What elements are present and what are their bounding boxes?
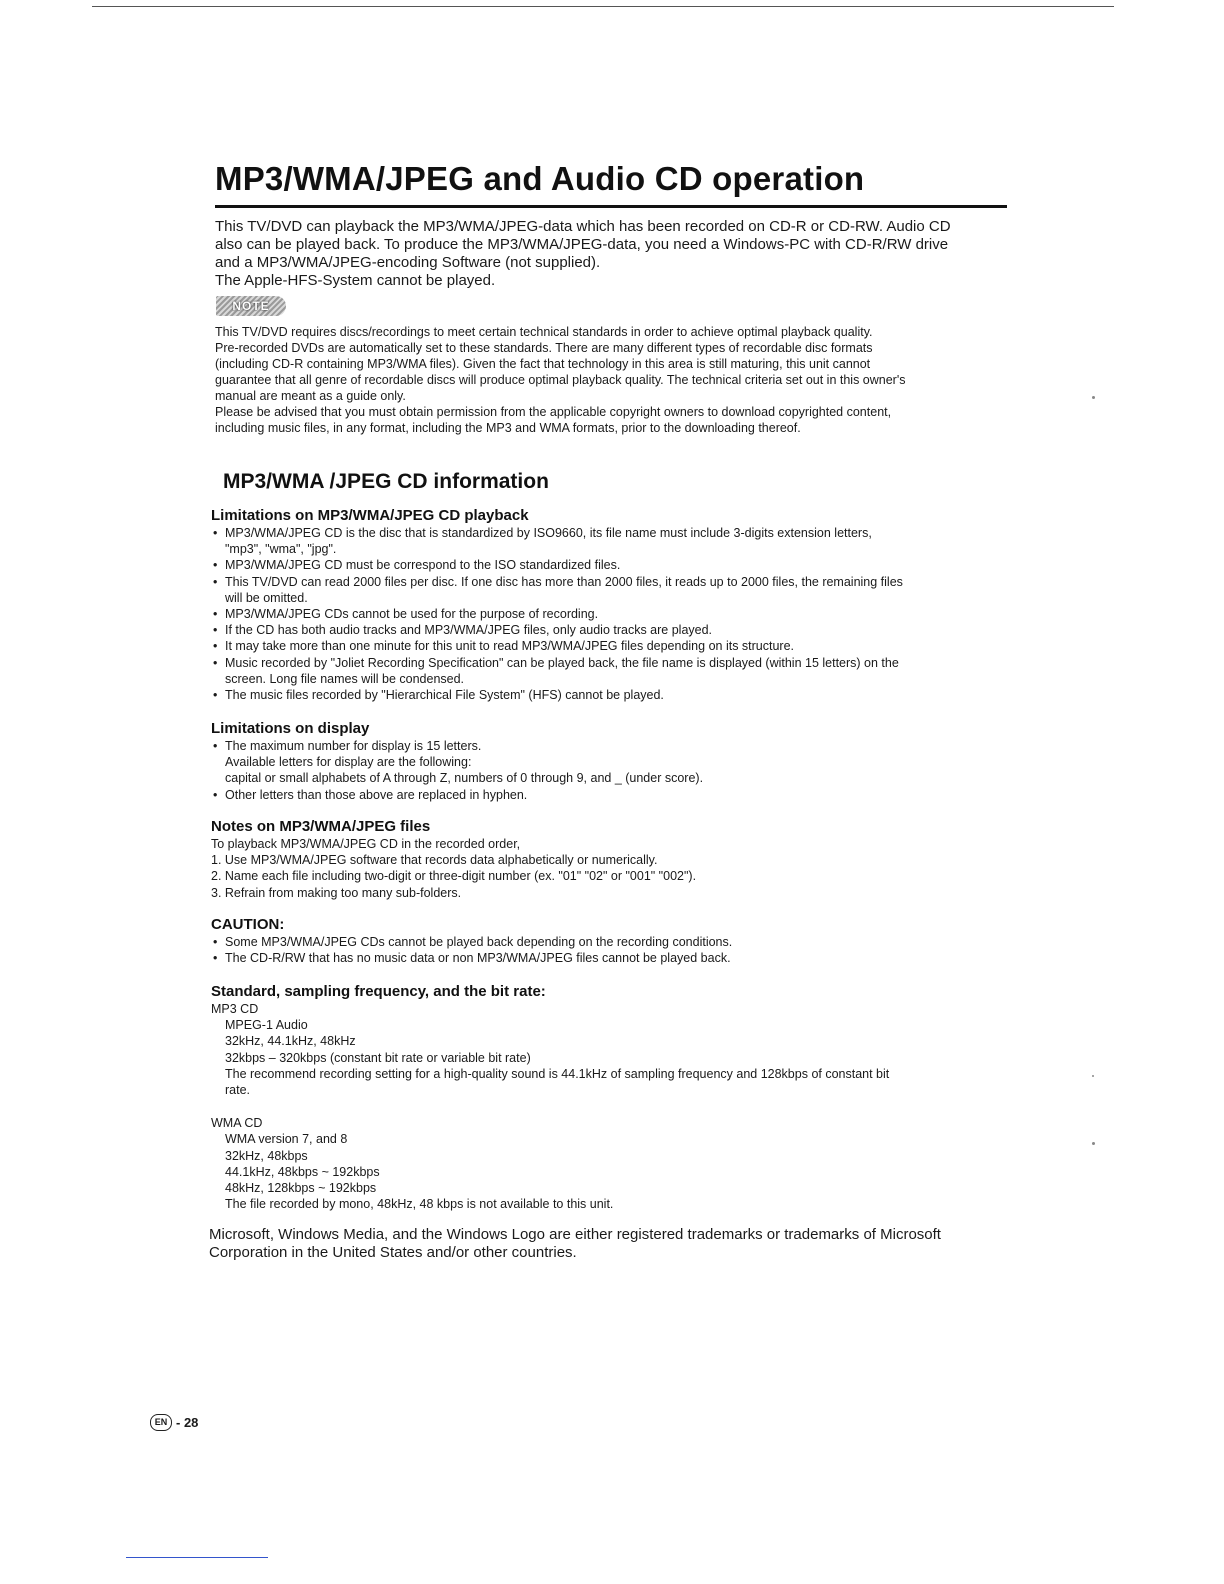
standard-heading: Standard, sampling frequency, and the bit rate: <box>211 983 546 1000</box>
list-item <box>211 738 1021 787</box>
list-item-text: capital or small alphabets of A through Z, numbers of 0 through 9, and _ (under score). <box>225 771 704 786</box>
scan-top-edge <box>92 6 1114 7</box>
mp3-line: rate. <box>225 1083 251 1098</box>
list-item <box>211 525 1021 557</box>
scan-speck <box>1092 396 1095 399</box>
list-item-text: • This TV/DVD can read 2000 files per disc. If one disc has more than 2000 files, it reads up to 2000 files, the remaining files <box>225 574 903 589</box>
limitations-playback-section <box>211 507 1021 703</box>
list-item-text: • MP3/WMA/JPEG CDs cannot be used for the purpose of recording. <box>225 607 599 622</box>
intro-paragraph <box>215 218 1015 290</box>
list-item-text: • The music files recorded by "Hierarchical File System" (HFS) cannot be played. <box>225 688 664 703</box>
intro-line: The Apple-HFS-System cannot be played. <box>215 272 496 289</box>
list-item-text: "mp3", "wma", "jpg". <box>225 542 337 557</box>
mp3-line: 32kbps – 320kbps (constant bit rate or variable bit rate) <box>225 1050 531 1065</box>
title-rule <box>215 205 1007 208</box>
list-item <box>211 655 1021 687</box>
list-item-text: • MP3/WMA/JPEG CD must be correspond to the ISO standardized files. <box>225 558 621 573</box>
mp3-line: The recommend recording setting for a high-quality sound is 44.1kHz of sampling frequency and 128kbps of constant bit <box>225 1066 890 1081</box>
language-badge-icon: EN <box>150 1414 172 1431</box>
notes-files-line: 1. Use MP3/WMA/JPEG software that records data alphabetically or numerically. <box>211 853 658 868</box>
limitations-display-heading: Limitations on display <box>211 720 370 737</box>
caution-list <box>211 934 1021 966</box>
list-item <box>211 787 1021 803</box>
wma-line: 32kHz, 48kbps <box>225 1148 308 1163</box>
note-line: including music files, in any format, including the MP3 and WMA formats, prior to the downloading thereof. <box>215 421 801 435</box>
notes-files-section <box>211 818 1021 901</box>
list-item-text: will be omitted. <box>225 590 308 605</box>
notes-files-heading: Notes on MP3/WMA/JPEG files <box>211 818 431 835</box>
list-item-text: • The maximum number for display is 15 letters. <box>225 739 482 753</box>
wma-details <box>211 1131 1021 1212</box>
scan-speck <box>1092 1142 1095 1145</box>
caution-section <box>211 916 1021 966</box>
note-line: guarantee that all genre of recordable discs will produce optimal playback quality. The technical criteria set out in this owner's <box>215 373 906 387</box>
standard-section <box>211 983 1021 1212</box>
notes-files-line: 3. Refrain from making too many sub-folders. <box>211 885 462 900</box>
wma-line: WMA version 7, and 8 <box>225 1132 348 1147</box>
limitations-playback-list <box>211 525 1021 703</box>
note-line: Pre-recorded DVDs are automatically set to these standards. There are many different types of recordable disc formats <box>215 341 873 355</box>
list-item <box>211 606 1021 622</box>
mp3-line: MPEG-1 Audio <box>225 1018 308 1033</box>
note-icon-label: NOTE <box>232 299 270 313</box>
list-item-text: • Other letters than those above are replaced in hyphen. <box>225 787 528 802</box>
wma-line: The file recorded by mono, 48kHz, 48 kbps is not available to this unit. <box>225 1197 614 1212</box>
note-line: Please be advised that you must obtain permission from the applicable copyright owners to download copyrighted content, <box>215 405 892 419</box>
page-number <box>150 1414 198 1431</box>
list-item-text: screen. Long file names will be condensed. <box>225 671 465 686</box>
list-item <box>211 557 1021 573</box>
trademark-line: Corporation in the United States and/or other countries. <box>209 1244 577 1261</box>
list-item-text: • If the CD has both audio tracks and MP3/WMA/JPEG files, only audio tracks are played. <box>225 623 713 638</box>
list-item <box>211 687 1021 703</box>
wma-line: 48kHz, 128kbps ~ 192kbps <box>225 1181 377 1196</box>
list-item: • The CD-R/RW that has no music data or non MP3/WMA/JPEG files cannot be played back. <box>211 950 1021 966</box>
note-icon <box>216 296 286 316</box>
list-item: • Some MP3/WMA/JPEG CDs cannot be played back depending on the recording conditions. <box>211 934 1021 950</box>
note-line: (including CD-R containing MP3/WMA files). Given the fact that technology in this area is still maturing, this unit cannot <box>215 357 871 371</box>
section-title: MP3/WMA /JPEG CD information <box>223 470 549 493</box>
list-item-text: • Music recorded by "Joliet Recording Specification" can be played back, the file name is displayed (within 15 letters) on the <box>225 655 899 670</box>
list-item-text: • It may take more than one minute for this unit to read MP3/WMA/JPEG files depending on its structure. <box>225 639 795 654</box>
intro-line: This TV/DVD can playback the MP3/WMA/JPEG-data which has been recorded on CD-R or CD-RW. Audio CD <box>215 218 951 235</box>
list-item-text: Available letters for display are the following: <box>225 755 472 770</box>
scan-bottom-edge <box>126 1557 268 1558</box>
list-item <box>211 574 1021 606</box>
mp3-details <box>211 1017 1021 1098</box>
trademark-line: Microsoft, Windows Media, and the Windows Logo are either registered trademarks or trademarks of Microsoft <box>209 1226 941 1243</box>
note-line: manual are meant as a guide only. <box>215 389 406 403</box>
mp3-label: MP3 CD <box>211 1002 259 1016</box>
intro-line: and a MP3/WMA/JPEG-encoding Software (not supplied). <box>215 254 601 271</box>
limitations-display-list <box>211 738 1021 803</box>
notes-files-line: To playback MP3/WMA/JPEG CD in the recorded order, <box>211 837 521 851</box>
page-number-text: - 28 <box>176 1415 199 1430</box>
list-item <box>211 622 1021 638</box>
mp3-line: 32kHz, 44.1kHz, 48kHz <box>225 1034 356 1049</box>
limitations-display-section <box>211 720 1021 803</box>
intro-line: also can be played back. To produce the MP3/WMA/JPEG-data, you need a Windows-PC with CD-R/RW drive <box>215 236 949 253</box>
scan-speck <box>1092 1075 1094 1077</box>
trademark-notice <box>209 1226 1009 1262</box>
notes-files-line: 2. Name each file including two-digit or three-digit number (ex. "01" "02" or "001" "002"). <box>211 869 697 884</box>
note-text <box>215 324 1015 436</box>
limitations-playback-heading: Limitations on MP3/WMA/JPEG CD playback <box>211 507 529 524</box>
list-item <box>211 638 1021 654</box>
wma-label: WMA CD <box>211 1116 263 1131</box>
wma-line: 44.1kHz, 48kbps ~ 192kbps <box>225 1164 380 1179</box>
caution-heading: CAUTION: <box>211 916 285 933</box>
page-title: MP3/WMA/JPEG and Audio CD operation <box>215 160 865 197</box>
list-item-text: • MP3/WMA/JPEG CD is the disc that is standardized by ISO9660, its file name must include 3-digits extension letters, <box>225 526 872 540</box>
note-line: This TV/DVD requires discs/recordings to meet certain technical standards in order to achieve optimal playback quality. <box>215 325 873 339</box>
